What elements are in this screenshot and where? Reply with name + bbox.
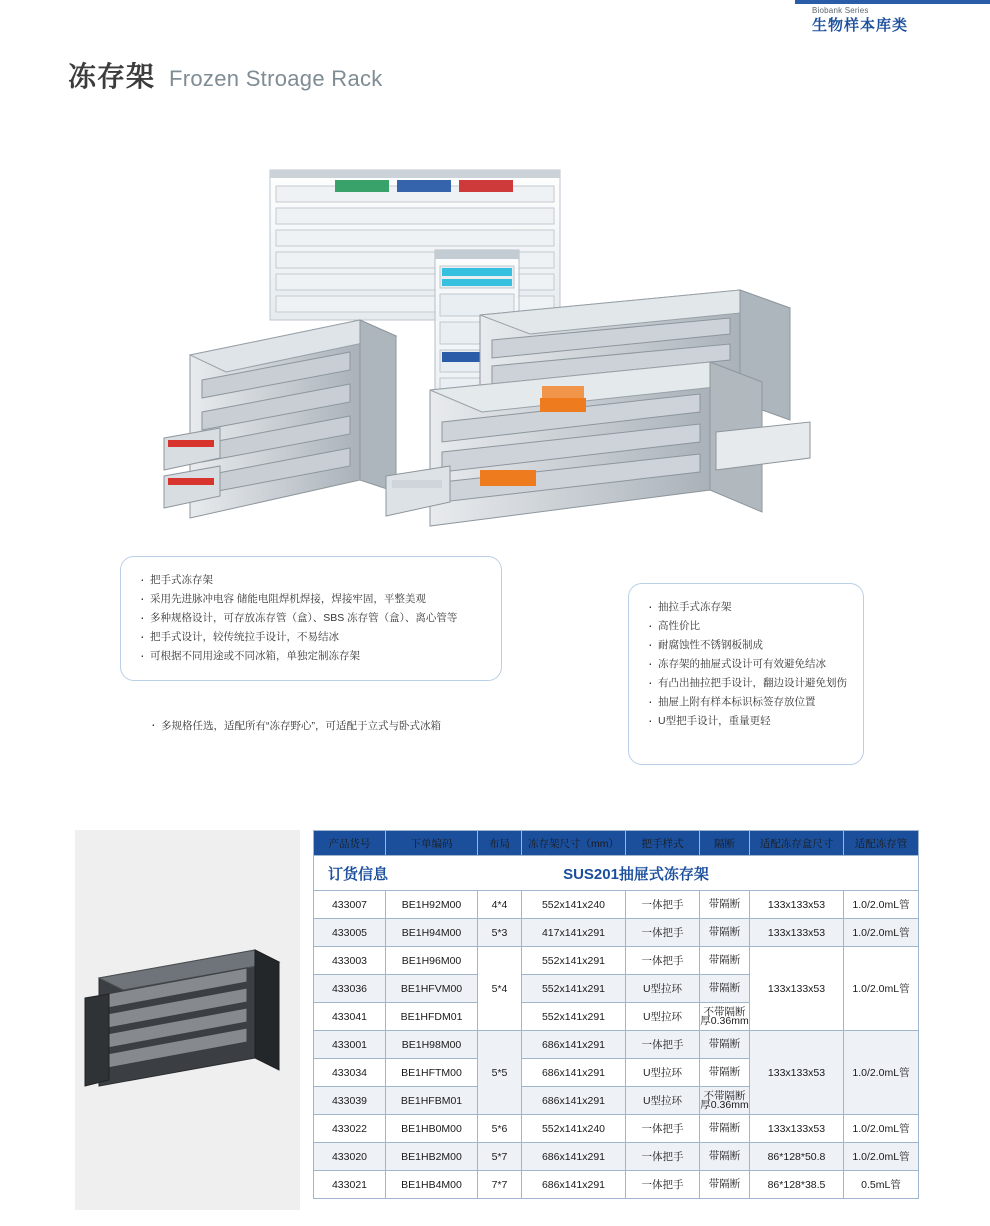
cell-code: BE1H92M00 [386, 891, 478, 919]
cell-sku: 433005 [314, 919, 386, 947]
table-title-bar [314, 856, 919, 891]
feature-item: · 多种规格设计，可存放冻存管（盒）、SBS 冻存管（盒）、离心管等 [139, 609, 483, 628]
feature-item: · 抽拉手式冻存架 [647, 598, 845, 617]
cell-tube: 0.5mL管 [844, 1171, 919, 1199]
cell-divider-text: 不带隔断 [703, 1089, 746, 1102]
cell-code: BE1HFBM01 [386, 1087, 478, 1115]
feature-item: · 采用先进脉冲电容 储能电阻焊机焊接，焊接牢固，平整美观 [139, 590, 483, 609]
table-row [314, 919, 919, 947]
table-row [314, 891, 919, 919]
features-handle-rack [120, 556, 502, 681]
cell-layout: 5*5 [478, 1031, 522, 1115]
cell-code: BE1H96M00 [386, 947, 478, 975]
table-row [314, 1115, 919, 1143]
cell-code: BE1H98M00 [386, 1031, 478, 1059]
table-body [314, 891, 919, 1199]
cell-layout: 5*6 [478, 1115, 522, 1143]
cell-handle: 一体把手 [626, 891, 700, 919]
feature-item: · 抽屉上附有样本标识标签存放位置 [647, 693, 845, 712]
cell-handle: U型拉环 [626, 1087, 700, 1115]
cell-divider: 带隔断 [700, 919, 750, 947]
cell-layout: 5*7 [478, 1143, 522, 1171]
cell-box: 133x133x53 [750, 891, 844, 919]
feature-item: · 可根据不同用途或不同冰箱，单独定制冻存架 [139, 647, 483, 666]
cell-tube: 1.0/2.0mL管 [844, 891, 919, 919]
cell-divider [700, 1087, 750, 1115]
cell-layout: 7*7 [478, 1171, 522, 1199]
cell-divider: 带隔断 [700, 1171, 750, 1199]
table-header-row [314, 831, 919, 856]
cell-sku: 433041 [314, 1003, 386, 1031]
cell-code: BE1HB0M00 [386, 1115, 478, 1143]
page-header [0, 0, 990, 34]
feature-item: · 冻存架的抽屉式设计可有效避免结冰 [647, 655, 845, 674]
cell-code: BE1H94M00 [386, 919, 478, 947]
feature-item: · U型把手设计，重量更轻 [647, 712, 845, 731]
cell-handle: 一体把手 [626, 919, 700, 947]
cell-handle: 一体把手 [626, 947, 700, 975]
table-title-right: SUS201抽屉式冻存架 [563, 865, 709, 883]
cell-divider-note: 厚0.36mm [700, 1014, 749, 1027]
features-drawer-rack [628, 583, 864, 765]
cell-tube: 1.0/2.0mL管 [844, 1031, 919, 1115]
feature-item: · 把手式冻存架 [139, 571, 483, 590]
cell-size: 686x141x291 [522, 1171, 626, 1199]
cell-handle: U型拉环 [626, 1003, 700, 1031]
column-header-box: 适配冻存盒尺寸 [750, 831, 844, 856]
cell-divider-note: 厚0.36mm [700, 1098, 749, 1111]
cell-box: 86*128*38.5 [750, 1171, 844, 1199]
cell-divider-text: 不带隔断 [703, 1005, 746, 1018]
cell-code: BE1HB2M00 [386, 1143, 478, 1171]
feature-item: · 高性价比 [647, 617, 845, 636]
cell-divider: 带隔断 [700, 975, 750, 1003]
feature-item: · 把手式设计，较传统拉手设计，不易结冰 [139, 628, 483, 647]
column-header-handle: 把手样式 [626, 831, 700, 856]
cell-divider: 带隔断 [700, 1059, 750, 1087]
column-header-sku: 产品货号 [314, 831, 386, 856]
cell-handle: 一体把手 [626, 1115, 700, 1143]
cell-divider: 带隔断 [700, 947, 750, 975]
cell-size: 686x141x291 [522, 1059, 626, 1087]
header-series-en: Biobank Series [812, 6, 869, 15]
cell-code: BE1HFVM00 [386, 975, 478, 1003]
cell-divider: 带隔断 [700, 1031, 750, 1059]
product-hero-illustration [150, 140, 850, 570]
table-row [314, 1031, 919, 1059]
table-row [314, 947, 919, 975]
cell-box: 133x133x53 [750, 1031, 844, 1115]
cell-layout: 5*4 [478, 947, 522, 1031]
cell-sku: 433007 [314, 891, 386, 919]
column-header-code: 下单编码 [386, 831, 478, 856]
cell-divider: 带隔断 [700, 1115, 750, 1143]
cell-size: 552x141x291 [522, 1003, 626, 1031]
cell-code: BE1HFDM01 [386, 1003, 478, 1031]
cell-size: 552x141x240 [522, 1115, 626, 1143]
cell-sku: 433021 [314, 1171, 386, 1199]
column-header-size: 冻存架尺寸（mm） [522, 831, 626, 856]
page-title-cn: 冻存架 [68, 61, 156, 92]
cell-size: 686x141x291 [522, 1087, 626, 1115]
table-title-left: 订货信息 [328, 865, 389, 883]
cell-divider [700, 1003, 750, 1031]
cell-size: 552x141x240 [522, 891, 626, 919]
header-accent-rule [795, 0, 990, 4]
cell-tube: 1.0/2.0mL管 [844, 919, 919, 947]
table-row [314, 1143, 919, 1171]
cell-layout: 4*4 [478, 891, 522, 919]
cell-box: 133x133x53 [750, 1115, 844, 1143]
column-header-tube: 适配冻存管 [844, 831, 919, 856]
cell-size: 552x141x291 [522, 975, 626, 1003]
cell-sku: 433036 [314, 975, 386, 1003]
page-title [68, 55, 383, 95]
cell-sku: 433039 [314, 1087, 386, 1115]
compatibility-note: · 多规格任选，适配所有“冻存野心”，可适配于立式与卧式冰箱 [150, 718, 441, 733]
cell-box: 86*128*50.8 [750, 1143, 844, 1171]
table-row [314, 1171, 919, 1199]
cell-sku: 433034 [314, 1059, 386, 1087]
cell-divider: 带隔断 [700, 891, 750, 919]
cell-tube: 1.0/2.0mL管 [844, 947, 919, 1031]
cell-handle: U型拉环 [626, 975, 700, 1003]
cell-code: BE1HFTM00 [386, 1059, 478, 1087]
cell-box: 133x133x53 [750, 919, 844, 947]
cell-layout: 5*3 [478, 919, 522, 947]
cell-size: 686x141x291 [522, 1031, 626, 1059]
order-information-table [313, 830, 918, 1199]
column-header-layout: 布局 [478, 831, 522, 856]
cell-tube: 1.0/2.0mL管 [844, 1143, 919, 1171]
feature-item: · 有凸出抽拉把手设计，翻边设计避免划伤 [647, 674, 845, 693]
cell-sku: 433001 [314, 1031, 386, 1059]
cell-tube: 1.0/2.0mL管 [844, 1115, 919, 1143]
cell-handle: 一体把手 [626, 1143, 700, 1171]
page-title-en: Frozen Stroage Rack [169, 66, 383, 91]
cell-handle: U型拉环 [626, 1059, 700, 1087]
cell-sku: 433022 [314, 1115, 386, 1143]
cell-handle: 一体把手 [626, 1031, 700, 1059]
cell-sku: 433003 [314, 947, 386, 975]
cell-size: 417x141x291 [522, 919, 626, 947]
header-series-cn: 生物样本库类 [812, 17, 909, 34]
cell-size: 686x141x291 [522, 1143, 626, 1171]
column-header-divider: 隔断 [700, 831, 750, 856]
cell-box: 133x133x53 [750, 947, 844, 1031]
feature-item: · 耐腐蚀性不锈钢板制成 [647, 636, 845, 655]
cell-handle: 一体把手 [626, 1171, 700, 1199]
cell-size: 552x141x291 [522, 947, 626, 975]
cell-code: BE1HB4M00 [386, 1171, 478, 1199]
cell-divider: 带隔断 [700, 1143, 750, 1171]
product-photo-panel [75, 830, 300, 1210]
cell-sku: 433020 [314, 1143, 386, 1171]
